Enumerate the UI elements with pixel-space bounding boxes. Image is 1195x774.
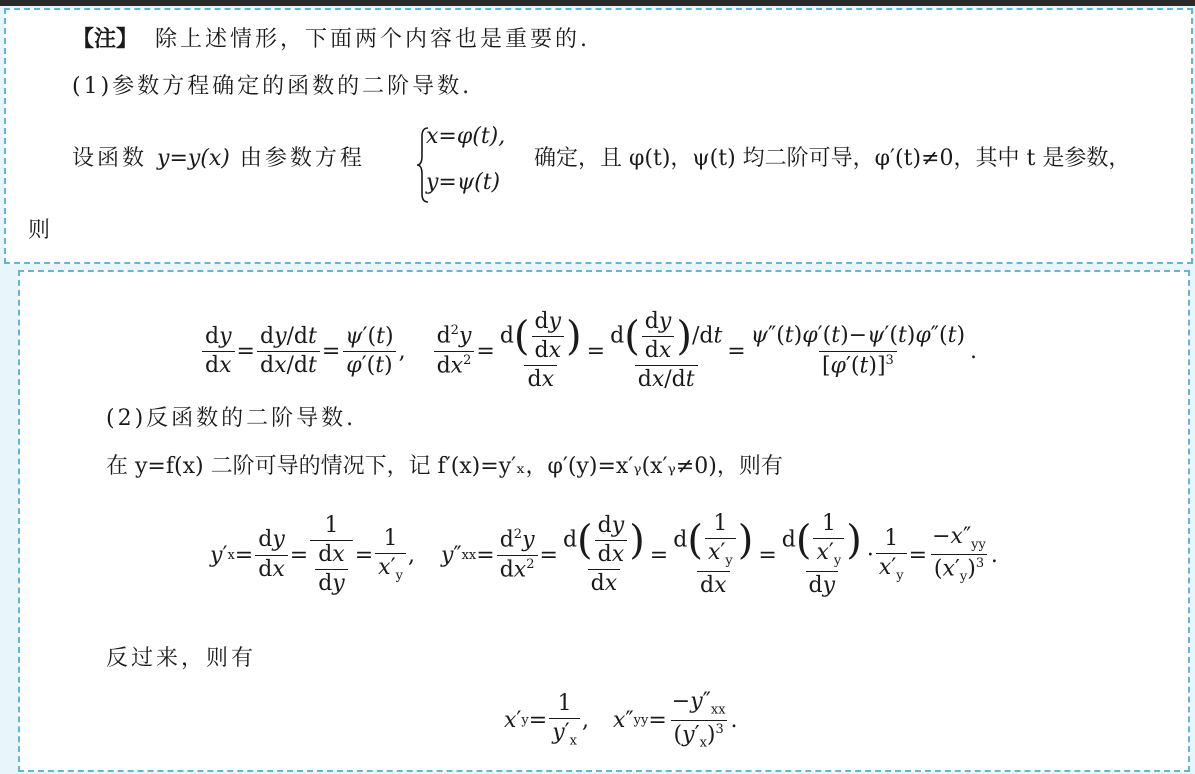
system-x-eq: x=φ(t), (426, 124, 506, 149)
note-bracket: 【注】 (72, 26, 139, 52)
inverse-derivative-formula: y ′ x = $\frac{dy}{dx}$ = $\frac{1}{\frac{dx}{dy}}$ = $\frac{1}{x'_y}$ , y ″ xx = $\frac{d^2y}{dx^2}$ = d( $\frac{dy}{dx}$ ) dx = d( $\frac{1}{x'_y}$ ) dx = d( $\frac{1}{x'_y}$ ) dy · $\frac{1}{x'_y}$ = $\frac{-x''_{yy}}{(x'_y)^3}$ . (210, 511, 998, 598)
item-2-heading: (2)反函数的二阶导数. (106, 406, 357, 431)
system-y-eq: y=ψ(t) (426, 170, 501, 195)
param-intro-pre: 设函数 (72, 146, 148, 171)
inverse-condition: 在 y=f(x) 二阶可导的情况下，记 f′(x)=y′ₓ，φ′(y)=x′ᵧ(x′ᵧ≠0)，则有 (106, 454, 783, 479)
converse-formula: x ′ y = $\frac{1}{y'_x}$ , x ″ yy = $\frac{-y''_{xx}}{(y'_x)^3}$ . (504, 689, 738, 751)
item-1-heading: (1)参数方程确定的函数的二阶导数. (72, 74, 473, 99)
param-intro-mid: 由参数方程 (239, 146, 365, 171)
note-box-bottom (18, 270, 1190, 772)
param-intro (72, 148, 365, 170)
conversely-line: 反过来，则有 (106, 646, 257, 671)
note-box-top (4, 8, 1193, 264)
param-derivative-formula: $\frac{dy}{dx}$ = $\frac{dy/dt}{dx/dt}$ = $\frac{\psi'(t)}{\varphi'(t)}$ , $\frac{d^2y}{dx^2}$ = d( $\frac{dy}{dx}$ ) dx = d( $\frac{dy}{dx}$ )/dt dx/dt = $\frac{\psi''(t)\varphi'(t)-\psi'(t)\varphi''(t)}{[\varphi'(t)]^3}$ . (200, 310, 977, 393)
note-line (72, 28, 590, 51)
param-function: y=y(x) (157, 146, 230, 171)
window-top-bar (0, 0, 1195, 6)
note-text: 除上述情形，下面两个内容也是重要的. (155, 27, 591, 52)
param-conditions: 确定，且 φ(t)，ψ(t) 均二阶可导，φ′(t)≠0，其中 t 是参数， (534, 146, 1131, 171)
then-word: 则 (28, 218, 54, 243)
